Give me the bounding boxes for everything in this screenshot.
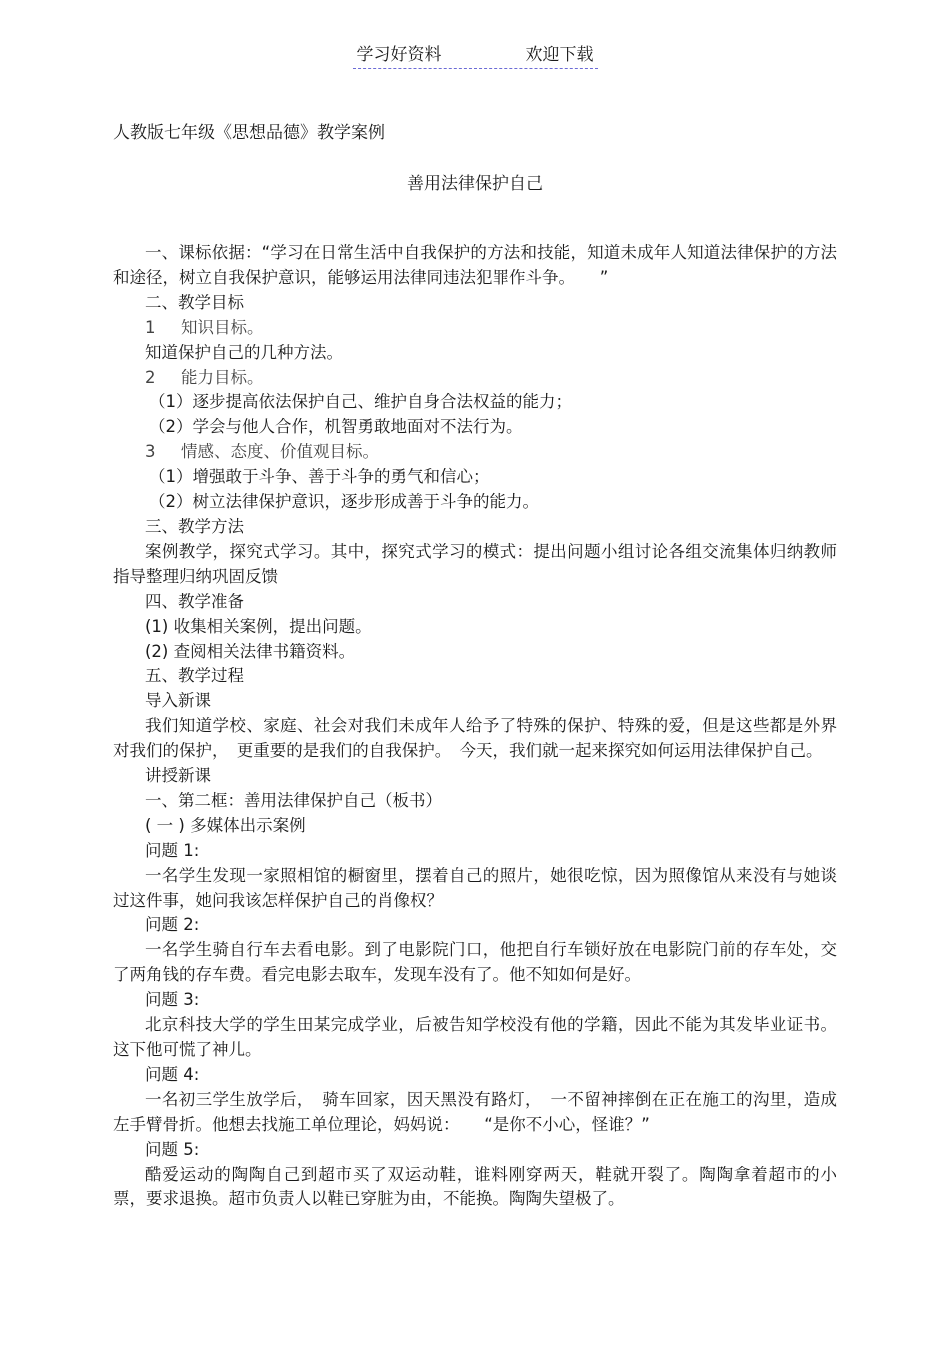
paragraph: 问题 4: [145, 1064, 200, 1084]
paragraph [113, 366, 837, 391]
paragraph: （1）逐步提高依法保护自己、维护自身合法权益的能力； [149, 392, 572, 412]
paragraph: 四、教学准备 [145, 591, 244, 611]
paragraph: 一名学生发现一家照相馆的橱窗里，摆着自己的照片，她很吃惊，因为照像馆从来没有与她谈过这件事，她问我该怎样保护自己的肖像权？ [113, 865, 837, 910]
paragraph: 问题 5: [145, 1139, 200, 1159]
paragraph: 一名学生骑自行车去看电影。到了电影院门口，他把自行车锁好放在电影院门前的存车处，交了两角钱的存车费。看完电影去取车，发现车没有了。他不知如何是好。 [113, 940, 837, 985]
paragraph: 知道保护自己的几种方法。 [145, 342, 343, 362]
header-right-text: 欢迎下载 [525, 45, 594, 65]
paragraph: 二、教学目标 [145, 292, 244, 312]
paragraph: 三、教学方法 [145, 516, 244, 536]
document-title: 善用法律保护自己 [407, 174, 543, 194]
paragraph: 酷爱运动的陶陶自己到超市买了双运动鞋，谁料刚穿两天，鞋就开裂了。陶陶拿着超市的小票，要求退换。超市负责人以鞋已穿脏为由，不能换。陶陶失望极了。 [113, 1164, 837, 1209]
paragraph: 导入新课 [145, 691, 211, 711]
paragraph: 一、第二框：善用法律保护自己（板书） [145, 790, 442, 810]
item-number: 1 [145, 317, 156, 337]
paragraph: （2）学会与他人合作，机智勇敢地面对不法行为。 [149, 417, 523, 437]
item-text: 能力目标。 [181, 367, 264, 387]
paragraph: 问题 2: [145, 915, 200, 935]
item-text: 知识目标。 [181, 317, 264, 337]
item-number: 2 [145, 367, 156, 387]
paragraph: （2）树立法律保护意识，逐步形成善于斗争的能力。 [149, 492, 539, 512]
paragraph: ( 一 ) 多媒体出示案例 [145, 815, 306, 835]
page-header [0, 40, 950, 69]
paragraph: (1) 收集相关案例，提出问题。 [145, 616, 372, 636]
item-number: 3 [145, 442, 156, 462]
document-body [113, 241, 837, 1212]
paragraph: 问题 3: [145, 990, 200, 1010]
header-banner [353, 40, 598, 69]
paragraph [113, 316, 837, 341]
header-left-text: 学习好资料 [356, 45, 442, 65]
paragraph: （1）增强敢于斗争、善于斗争的勇气和信心； [149, 467, 490, 487]
paragraph: (2) 查阅相关法律书籍资料。 [145, 641, 356, 661]
paragraph: 一名初三学生放学后， 骑车回家，因天黑没有路灯， 一不留神摔倒在正在施工的沟里，造成左手臂骨折。他想去找施工单位理论，妈妈说： “是你不小心，怪谁？” [113, 1089, 837, 1134]
paragraph: 讲授新课 [145, 766, 211, 786]
paragraph: 北京科技大学的学生田某完成学业，后被告知学校没有他的学籍，因此不能为其发毕业证书。这下他可慌了神儿。 [113, 1015, 837, 1059]
paragraph: 问题 1: [145, 840, 200, 860]
paragraph [113, 440, 837, 465]
paragraph: 五、教学过程 [145, 666, 244, 686]
paragraph: 一、课标依据：“学习在日常生活中自我保护的方法和技能，知道未成年人知道法律保护的方法和途径，树立自我保护意识，能够运用法律同违法犯罪作斗争。 ” [113, 243, 837, 287]
paragraph: 案例教学，探究式学习。其中，探究式学习的模式：提出问题小组讨论各组交流集体归纳教师指导整理归纳巩固反馈 [113, 541, 837, 586]
paragraph: 我们知道学校、家庭、社会对我们未成年人给予了特殊的保护、特殊的爱，但是这些都是外界对我们的保护， 更重要的是我们的自我保护。 今天，我们就一起来探究如何运用法律保护自己。 [113, 716, 837, 761]
item-text: 情感、态度、价值观目标。 [181, 442, 379, 462]
course-line: 人教版七年级《思想品德》教学案例 [113, 123, 385, 143]
